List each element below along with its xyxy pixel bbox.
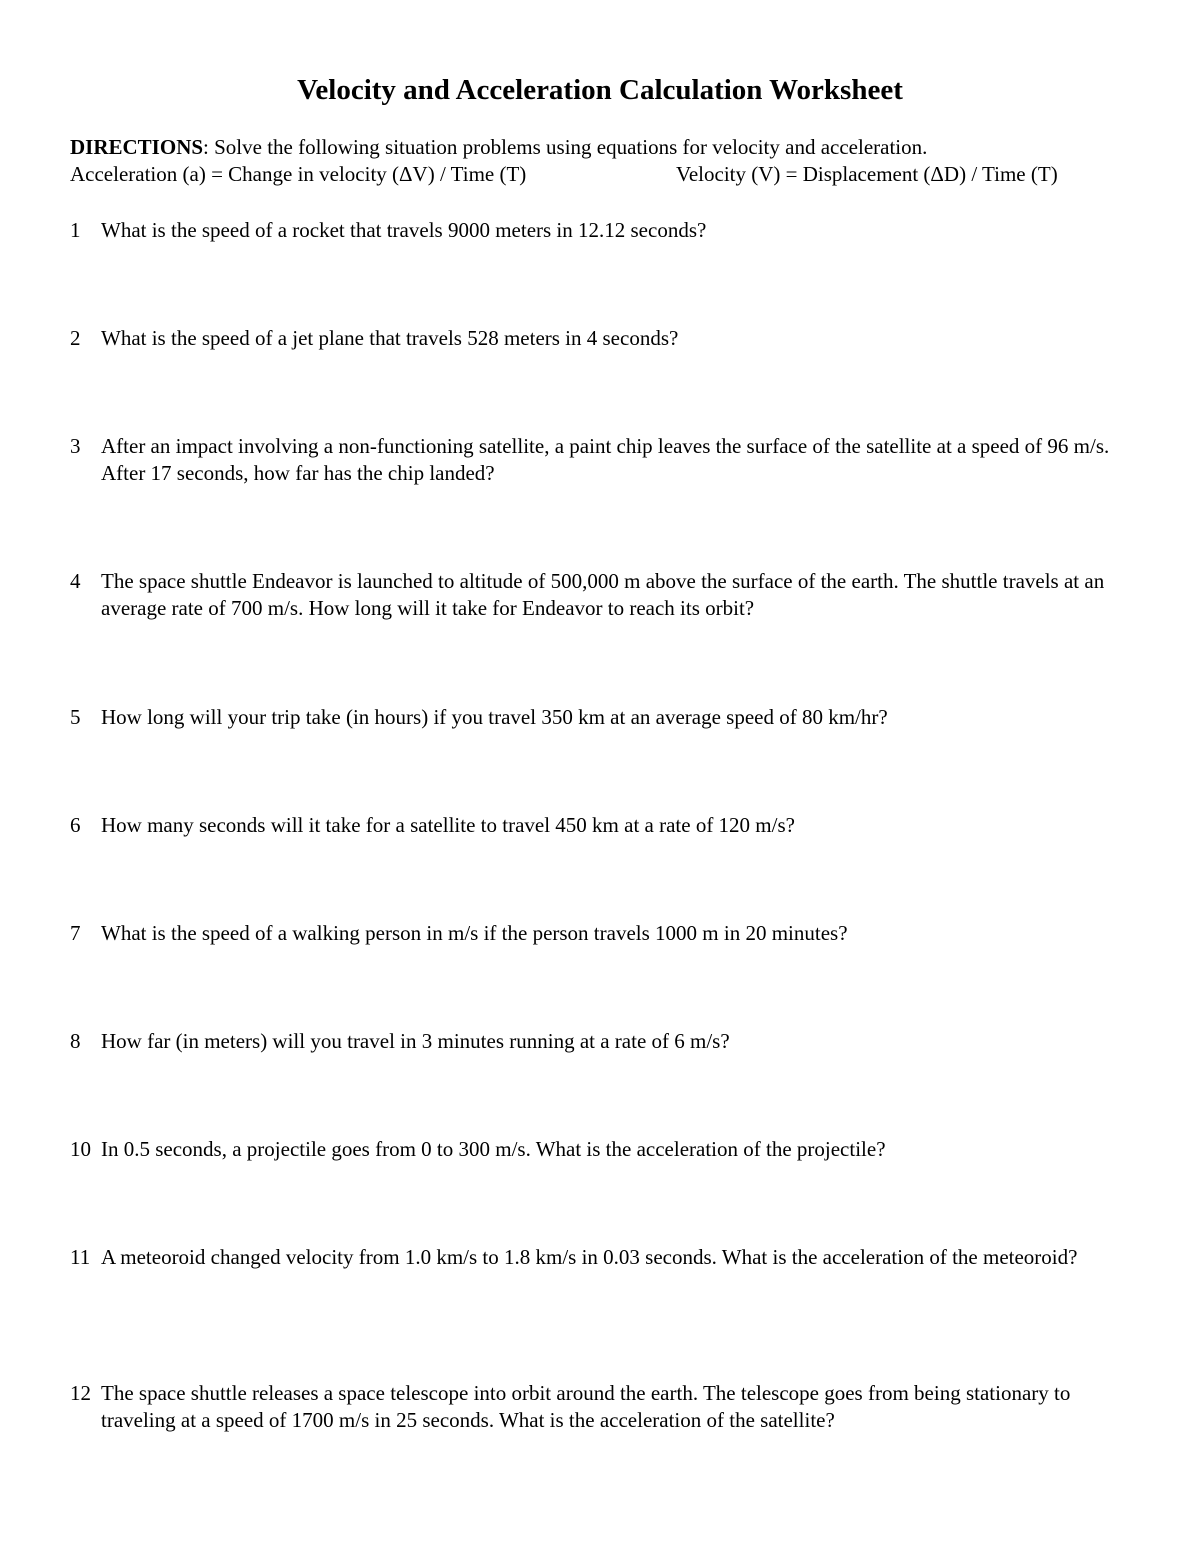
question-text: How many seconds will it take for a satellite to travel 450 km at a rate of 120 m/s? xyxy=(101,813,795,837)
question-2 xyxy=(70,325,1130,352)
question-5 xyxy=(70,704,1130,731)
directions xyxy=(70,134,1150,161)
question-6 xyxy=(70,812,1130,839)
question-number: 7 xyxy=(70,921,81,945)
question-number: 4 xyxy=(70,569,81,593)
question-text: What is the speed of a walking person in m/s if the person travels 1000 m in 20 minutes? xyxy=(101,921,848,945)
worksheet-title: Velocity and Acceleration Calculation Worksheet xyxy=(297,74,903,106)
question-number: 10 xyxy=(70,1137,91,1161)
question-11 xyxy=(70,1244,1130,1271)
question-3 xyxy=(70,433,1130,487)
question-number: 1 xyxy=(70,218,81,242)
question-text: After an impact involving a non-functioning satellite, a paint chip leaves the surface of the satellite at a speed of 96 m/s. After 17 seconds, how far has the chip landed? xyxy=(101,434,1110,485)
question-text: The space shuttle Endeavor is launched to altitude of 500,000 m above the surface of the earth. The shuttle travels at an average rate of 700 m/s. How long will it take for Endeavor to reach its orbit? xyxy=(101,569,1105,620)
velocity-formula: Velocity (V) = Displacement (ΔD) / Time (T) xyxy=(676,162,1058,186)
question-number: 6 xyxy=(70,813,81,837)
question-number: 8 xyxy=(70,1029,81,1053)
question-text: How far (in meters) will you travel in 3 minutes running at a rate of 6 m/s? xyxy=(101,1029,730,1053)
question-4 xyxy=(70,568,1130,622)
question-1 xyxy=(70,217,1130,244)
question-8 xyxy=(70,1028,1130,1055)
acceleration-formula: Acceleration (a) = Change in velocity (ΔV) / Time (T) xyxy=(70,162,527,186)
question-number: 12 xyxy=(70,1381,91,1405)
formulas xyxy=(70,161,1150,188)
question-10 xyxy=(70,1136,1130,1163)
question-text: The space shuttle releases a space telescope into orbit around the earth. The telescope goes from being stationary to traveling at a speed of 1700 m/s in 25 seconds. What is the acceleration of the satellite? xyxy=(101,1381,1071,1432)
directions-label: DIRECTIONS xyxy=(70,135,204,159)
question-text: What is the speed of a rocket that travels 9000 meters in 12.12 seconds? xyxy=(101,218,707,242)
question-text: A meteoroid changed velocity from 1.0 km/s to 1.8 km/s in 0.03 seconds. What is the acceleration of the meteoroid? xyxy=(101,1245,1078,1269)
question-text: What is the speed of a jet plane that travels 528 meters in 4 seconds? xyxy=(101,326,679,350)
question-7 xyxy=(70,920,1130,947)
question-12 xyxy=(70,1380,1130,1434)
question-number: 3 xyxy=(70,434,81,458)
question-text: How long will your trip take (in hours) if you travel 350 km at an average speed of 80 km/hr? xyxy=(101,705,888,729)
question-number: 11 xyxy=(70,1245,91,1269)
directions-text: : Solve the following situation problems using equations for velocity and acceleration. xyxy=(203,135,928,159)
question-number: 2 xyxy=(70,326,81,350)
question-number: 5 xyxy=(70,705,81,729)
question-text: In 0.5 seconds, a projectile goes from 0 to 300 m/s. What is the acceleration of the projectile? xyxy=(101,1137,886,1161)
